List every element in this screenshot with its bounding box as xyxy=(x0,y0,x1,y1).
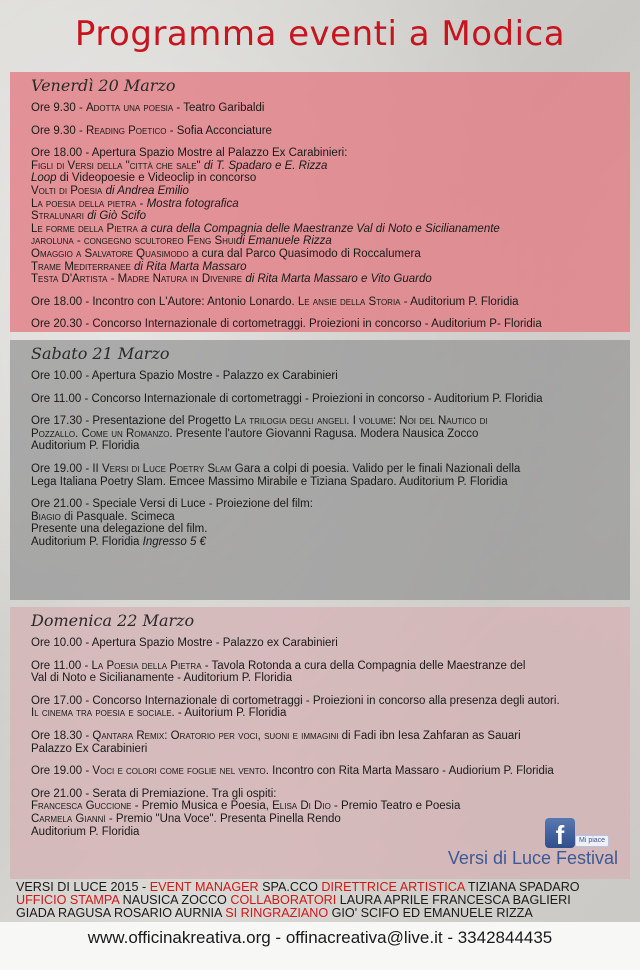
event-text: - Auitorium P. Floridia xyxy=(174,707,287,720)
event-text: Presente l'autore Giovanni Ragusa. Modera Nausica Zocco xyxy=(172,427,479,440)
event-text: di T. Spadaro e E. Rizza xyxy=(200,159,328,172)
day-title: Sabato 21 Marzo xyxy=(31,344,170,363)
event-line xyxy=(31,707,630,720)
event-line xyxy=(31,800,630,813)
event-line xyxy=(31,185,630,198)
credit-role: UFFICIO STAMPA xyxy=(16,893,120,907)
event-line xyxy=(31,637,630,650)
event-line xyxy=(31,730,630,743)
event-line xyxy=(31,765,630,778)
event-line xyxy=(31,428,630,441)
event-text: Ore 19.00 - II xyxy=(31,462,102,475)
event-text: Stralunari xyxy=(31,210,85,223)
event-text: Palazzo Ex Carabinieri xyxy=(31,742,148,755)
credit-text: SPA.CCO xyxy=(258,880,322,894)
event-line xyxy=(31,235,630,248)
event-list xyxy=(31,370,630,549)
event-text: - Tavola Rotonda a cura della Compagnia delle Maestranze del xyxy=(201,659,526,672)
event-text: - Auditorium P. Floridia xyxy=(400,295,519,308)
event-list xyxy=(31,102,630,331)
contact-footer: www.officinakreativa.org - offinacreativa@live.it - 3342844435 xyxy=(87,928,553,947)
event-line xyxy=(31,296,630,309)
event-text: Le forme della Pietra xyxy=(31,222,138,235)
event-line xyxy=(31,273,630,286)
event-text: Ore 18.30 - xyxy=(31,729,93,742)
credit-text: GIO' SCIFO ED EMANUELE RIZZA xyxy=(328,906,533,920)
event-text: - Premio Teatro e Poesia xyxy=(330,800,461,813)
event-line xyxy=(31,210,630,223)
credits-line xyxy=(16,907,626,920)
event-text: Reading Poetico xyxy=(85,124,167,137)
event-text: Ore 10.00 - Apertura Spazio Mostre - Palazzo ex Carabinieri xyxy=(31,637,338,649)
day-section-saturday xyxy=(10,340,630,600)
event-line xyxy=(31,498,630,511)
event-item xyxy=(31,415,630,453)
event-text: Loop xyxy=(31,172,57,185)
event-text: Ingresso 5 € xyxy=(142,535,206,548)
event-line xyxy=(31,147,630,160)
event-item xyxy=(31,463,630,488)
event-line xyxy=(31,261,630,274)
event-line xyxy=(31,440,630,453)
event-item xyxy=(31,370,630,383)
event-line xyxy=(31,788,630,801)
event-line xyxy=(31,198,630,211)
event-line xyxy=(31,125,630,138)
event-text: Incontro con Rita Marta Massaro - Audiorium P. Floridia xyxy=(268,765,554,778)
event-line xyxy=(31,826,630,839)
event-line xyxy=(31,102,630,115)
event-line xyxy=(31,695,630,708)
day-section-friday xyxy=(10,72,630,332)
credit-text: LAURA APRILE FRANCESCA BAGLIERI xyxy=(336,893,571,907)
event-line xyxy=(31,248,630,261)
event-text: Testa D'Artista - Madre Natura in Divenire xyxy=(31,273,243,286)
event-text: Ore 18.00 - Incontro con L'Autore: Antonio Lonardo. xyxy=(31,295,298,308)
event-text: Le ansie della Storia xyxy=(297,295,401,308)
event-text: di Giò Scifo xyxy=(84,210,147,223)
event-item xyxy=(31,147,630,286)
event-text: di Videopoesie e Videoclip in concorso xyxy=(56,172,257,185)
event-text: Ore 21.00 - Serata di Premiazione. Tra gli ospiti: xyxy=(31,787,277,800)
event-text: Ore 9.30 - xyxy=(31,102,86,114)
event-line xyxy=(31,523,630,536)
event-line xyxy=(31,415,630,428)
credit-text: NAUSICA ZOCCO xyxy=(119,893,231,907)
facebook-icon[interactable]: f xyxy=(545,818,575,848)
event-text: Qantara Remix: Oratorio per voci, suoni e immagini xyxy=(92,729,339,742)
event-text: La trilogia degli angeli. I volume: Noi del Nautico di xyxy=(234,415,488,428)
event-text: Mostra fotografica xyxy=(146,197,239,210)
event-text: Ore 17.30 - Presentazione del Progetto xyxy=(31,415,235,428)
event-text: di Emanuele Rizza xyxy=(235,235,332,248)
event-text: - Sofia Acconciature xyxy=(166,124,272,137)
event-text: Biagio xyxy=(31,510,61,523)
event-item xyxy=(31,788,630,838)
event-text: Ore 20.30 - Concorso Internazionale di cortometraggi. Proiezioni in concorso - Auditorium P- Floridia xyxy=(31,318,542,331)
event-text: di Fadi ibn Iesa Zahfaran as Sauari xyxy=(338,729,521,742)
event-text: Auditorium P. Floridia xyxy=(31,440,140,453)
credit-role: COLLABORATORI xyxy=(230,893,337,907)
event-text: di Andrea Emilio xyxy=(102,184,189,197)
event-text: Ore 18.00 - Apertura Spazio Mostre al Palazzo Ex Carabinieri: xyxy=(31,147,348,160)
event-item xyxy=(31,660,630,685)
event-item xyxy=(31,730,630,755)
event-line xyxy=(31,318,630,331)
event-text: Volti di Poesia xyxy=(31,184,103,197)
event-text: Ore 17.00 - Concorso Internazionale di cortometraggi - Proiezioni in concorso alla presenza degli autori. xyxy=(31,694,560,707)
event-text: Gara a colpi di poesia. Valido per le finali Nazionali della xyxy=(231,462,521,475)
event-text: La poesia della pietra xyxy=(31,197,137,210)
event-item xyxy=(31,393,630,406)
event-text: - xyxy=(136,197,147,210)
event-text: Lega Italiana Poetry Slam. Emcee Massimo Mirabile e Tiziana Spadaro. Auditorium P. Floridia xyxy=(31,475,508,488)
event-text: Ore 9.30 - xyxy=(31,124,86,137)
event-line xyxy=(31,160,630,173)
event-item xyxy=(31,765,630,778)
day-section-sunday xyxy=(10,607,630,879)
event-text: di Rita Marta Massaro e Vito Guardo xyxy=(242,273,432,286)
event-text: Pozzallo. Come un Romanzo. xyxy=(31,427,173,440)
event-item xyxy=(31,318,630,331)
event-text: Il cinema tra poesia e sociale. xyxy=(31,707,175,720)
event-text: Francesca Guccione xyxy=(31,800,132,813)
event-text: di Rita Marta Massaro xyxy=(130,260,247,273)
credit-role: DIRETTRICE ARTISTICA xyxy=(321,880,465,894)
like-button[interactable]: Mi piace xyxy=(575,835,609,847)
credit-role: SI RINGRAZIANO xyxy=(225,906,329,920)
event-text: Auditorium P. Floridia xyxy=(31,825,140,838)
credits xyxy=(16,881,626,920)
event-item xyxy=(31,296,630,309)
event-item xyxy=(31,102,630,115)
page-title: Programma eventi a Modica xyxy=(74,14,566,54)
event-line xyxy=(31,511,630,524)
event-text: Figli di Versi della "città che sale" xyxy=(31,159,201,172)
event-text: La Poesia della Pietra xyxy=(91,659,202,672)
event-text: Val di Noto e Sicilianamente - Auditorium P. Floridia xyxy=(31,672,293,685)
event-text: - Premio "Una Voce". Presenta Pinella Rendo xyxy=(105,812,341,825)
event-text: Ore 11.00 - xyxy=(31,659,92,672)
event-text: a cura della Compagnia delle Maestranze Val di Noto e Sicilianamente xyxy=(137,222,500,235)
event-text: Adotta una poesia xyxy=(85,102,174,114)
event-text: Trame Mediterranee xyxy=(31,260,131,273)
event-item xyxy=(31,637,630,650)
event-text: Ore 19.00 - xyxy=(31,765,93,778)
event-line xyxy=(31,813,630,826)
credit-role: EVENT MANAGER xyxy=(149,880,259,894)
event-line xyxy=(31,223,630,236)
event-item xyxy=(31,498,630,548)
event-text: di Pasquale. Scimeca xyxy=(60,510,175,523)
event-text: Ore 21.00 - Speciale Versi di Luce - Proiezione del film: xyxy=(31,498,313,511)
event-text: Ore 10.00 - Apertura Spazio Mostre - Palazzo ex Carabinieri xyxy=(31,370,338,382)
event-text: Presente una delegazione del film. xyxy=(31,523,208,536)
event-line xyxy=(31,672,630,685)
event-text: - Teatro Garibaldi xyxy=(173,102,265,114)
event-item xyxy=(31,695,630,720)
day-title: Venerdì 20 Marzo xyxy=(31,76,176,95)
event-item xyxy=(31,125,630,138)
event-text: - Premio Musica e Poesia, xyxy=(131,800,273,813)
event-text: Versi di Luce Poetry Slam xyxy=(101,462,232,475)
event-line xyxy=(31,370,630,383)
event-text: Voci e colori come foglie nel vento. xyxy=(92,765,269,778)
event-line xyxy=(31,476,630,489)
event-text: Elisa Di Dio xyxy=(272,800,331,813)
day-title: Domenica 22 Marzo xyxy=(31,611,195,630)
event-line xyxy=(31,660,630,673)
event-text: a cura dal Parco Quasimodo di Roccalumera xyxy=(188,247,421,260)
credit-text: TIZIANA SPADARO xyxy=(464,880,580,894)
event-line xyxy=(31,536,630,549)
credit-text: GIADA RAGUSA ROSARIO AURNIA xyxy=(16,906,226,920)
event-text: Auditorium P. Floridia xyxy=(31,535,143,548)
event-text: Carmela Giannì xyxy=(31,812,106,825)
event-line xyxy=(31,393,630,406)
event-text: Omaggio a Salvatore Quasimodo xyxy=(31,247,189,260)
event-line xyxy=(31,743,630,756)
event-text: jaroluna - congegno scultoreo Feng Shui xyxy=(31,235,236,248)
event-line xyxy=(31,172,630,185)
credit-text: VERSI DI LUCE 2015 - xyxy=(16,880,150,894)
event-line xyxy=(31,463,630,476)
event-text: Ore 11.00 - Concorso Internazionale di cortometraggi - Proiezioni in concorso - Auditorium P. Floridia xyxy=(31,392,543,405)
event-list xyxy=(31,637,630,838)
festival-name: Versi di Luce Festival xyxy=(447,848,618,868)
